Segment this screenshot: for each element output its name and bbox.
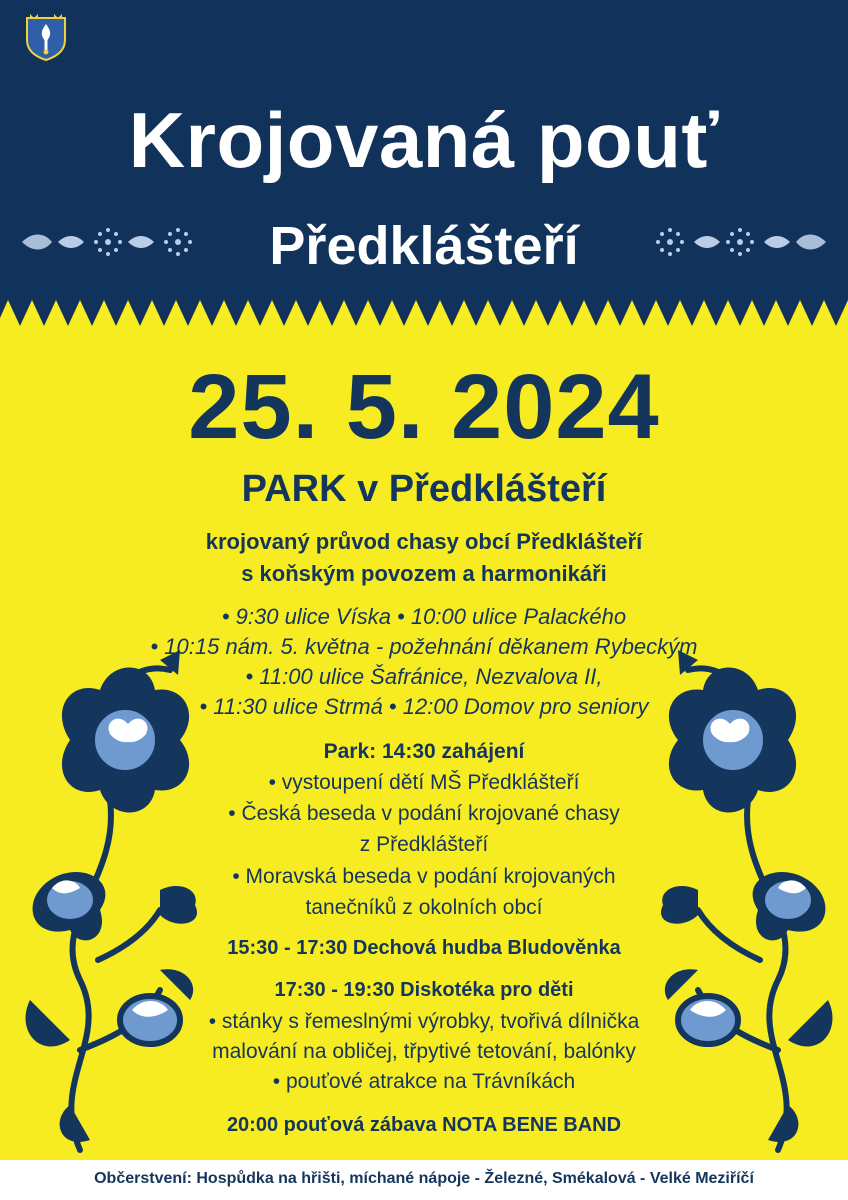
coat-of-arms-icon [24, 12, 68, 62]
park-item: z Předklášteří [359, 833, 489, 856]
event-date: 25. 5. 2024 [188, 356, 660, 458]
poster-title: Krojovaná pouť [128, 96, 720, 184]
schedule-line: • 9:30 ulice Víska • 10:00 ulice Palackého [221, 604, 627, 629]
program-evening: 20:00 pouťová zábava NOTA BENE BAND [226, 1114, 622, 1136]
park-item: tanečníků z okolních obcí [305, 896, 543, 919]
program-extra: malování na obličej, třpytivé tetování, balónky [212, 1040, 636, 1063]
schedule-line: • 11:00 ulice Šafránice, Nezvalova II, [245, 664, 603, 689]
park-item: • Moravská beseda v podání krojovaných [232, 865, 616, 888]
footer-refreshments: Občerstvení: Hospůdka na hřišti, míchané nápoje - Železné, Smékalová - Velké Meziříčí [94, 1170, 754, 1187]
procession-line-1: krojovaný průvod chasy obcí Předklášteří [205, 529, 643, 554]
event-venue: PARK v Předklášteří [241, 468, 607, 510]
schedule-line: • 10:15 nám. 5. května - požehnání děkanem Rybeckým [150, 634, 698, 659]
program-band: 15:30 - 17:30 Dechová hudba Bludověnka [227, 937, 621, 959]
park-item: • Česká beseda v podání krojované chasy [228, 802, 620, 825]
park-heading: Park: 14:30 zahájení [323, 740, 525, 763]
poster-subtitle: Předklášteří [269, 216, 579, 276]
program-disco: 17:30 - 19:30 Diskotéka pro děti [274, 979, 574, 1001]
procession-line-2: s koňským povozem a harmonikáři [241, 561, 607, 586]
schedule-line: • 11:30 ulice Strmá • 12:00 Domov pro seniory [199, 694, 649, 719]
zigzag-border [0, 296, 848, 330]
program-extra: • pouťové atrakce na Trávníkách [272, 1070, 576, 1093]
park-item: • vystoupení dětí MŠ Předklášteří [268, 771, 580, 794]
program-extra: • stánky s řemeslnými výrobky, tvořivá dílnička [208, 1010, 640, 1033]
